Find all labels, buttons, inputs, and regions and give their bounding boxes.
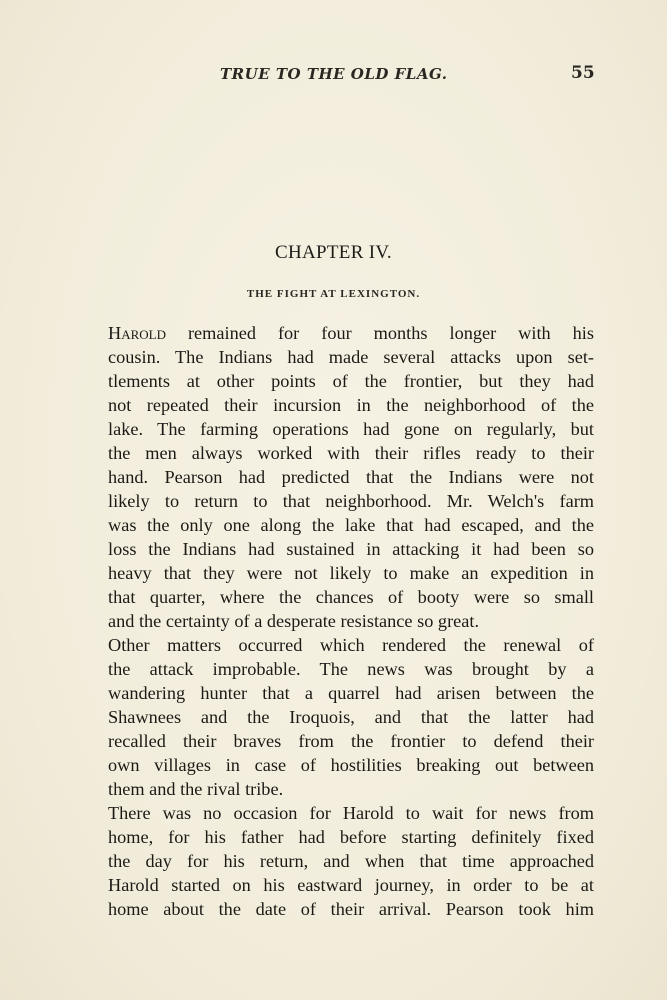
text-line: tlements at other points of the frontier, but they had: [108, 371, 594, 391]
text-line: the men always worked with their rifles ready to their: [108, 443, 594, 463]
running-head: TRUE TO THE OLD FLAG.: [220, 65, 448, 83]
text-line-content: remained for four months longer with his: [165, 323, 594, 343]
text-line: [108, 321, 594, 345]
text-line: There was no occasion for Harold to wait for news from: [108, 803, 594, 823]
text-line: Other matters occurred which rendered the renewal of: [108, 635, 594, 655]
opening-word: Harold: [108, 323, 166, 343]
page-number: 55: [571, 63, 595, 83]
text-line: lake. The farming operations had gone on regularly, but: [108, 419, 594, 439]
text-line: Harold started on his eastward journey, in order to be at: [108, 875, 594, 895]
chapter-title: CHAPTER IV.: [275, 242, 392, 263]
text-line: likely to return to that neighborhood. Mr. Welch's farm: [108, 491, 594, 511]
body-text: [108, 321, 594, 921]
text-line: was the only one along the lake that had escaped, and the: [108, 515, 594, 535]
text-line: the day for his return, and when that time approached: [108, 851, 594, 871]
text-line: home about the date of their arrival. Pearson took him: [108, 899, 594, 919]
text-line: recalled their braves from the frontier to defend their: [108, 731, 594, 751]
text-line: that quarter, where the chances of booty were so small: [108, 587, 594, 607]
text-line: home, for his father had before starting definitely fixed: [108, 827, 594, 847]
text-line: cousin. The Indians had made several attacks upon set-: [108, 347, 594, 367]
text-line: heavy that they were not likely to make an expedition in: [108, 563, 594, 583]
text-line: Shawnees and the Iroquois, and that the latter had: [108, 707, 594, 727]
text-line: loss the Indians had sustained in attacking it had been so: [108, 539, 594, 559]
text-line: hand. Pearson had predicted that the Indians were not: [108, 467, 594, 487]
text-line: them and the rival tribe.: [108, 779, 284, 799]
text-line: wandering hunter that a quarrel had arisen between the: [108, 683, 594, 703]
text-line: the attack improbable. The news was brought by a: [108, 659, 594, 679]
text-line: not repeated their incursion in the neighborhood of the: [108, 395, 594, 415]
text-line: own villages in case of hostilities breaking out between: [108, 755, 594, 775]
text-line: and the certainty of a desperate resistance so great.: [108, 611, 480, 631]
chapter-subtitle: THE FIGHT AT LEXINGTON.: [246, 288, 421, 300]
